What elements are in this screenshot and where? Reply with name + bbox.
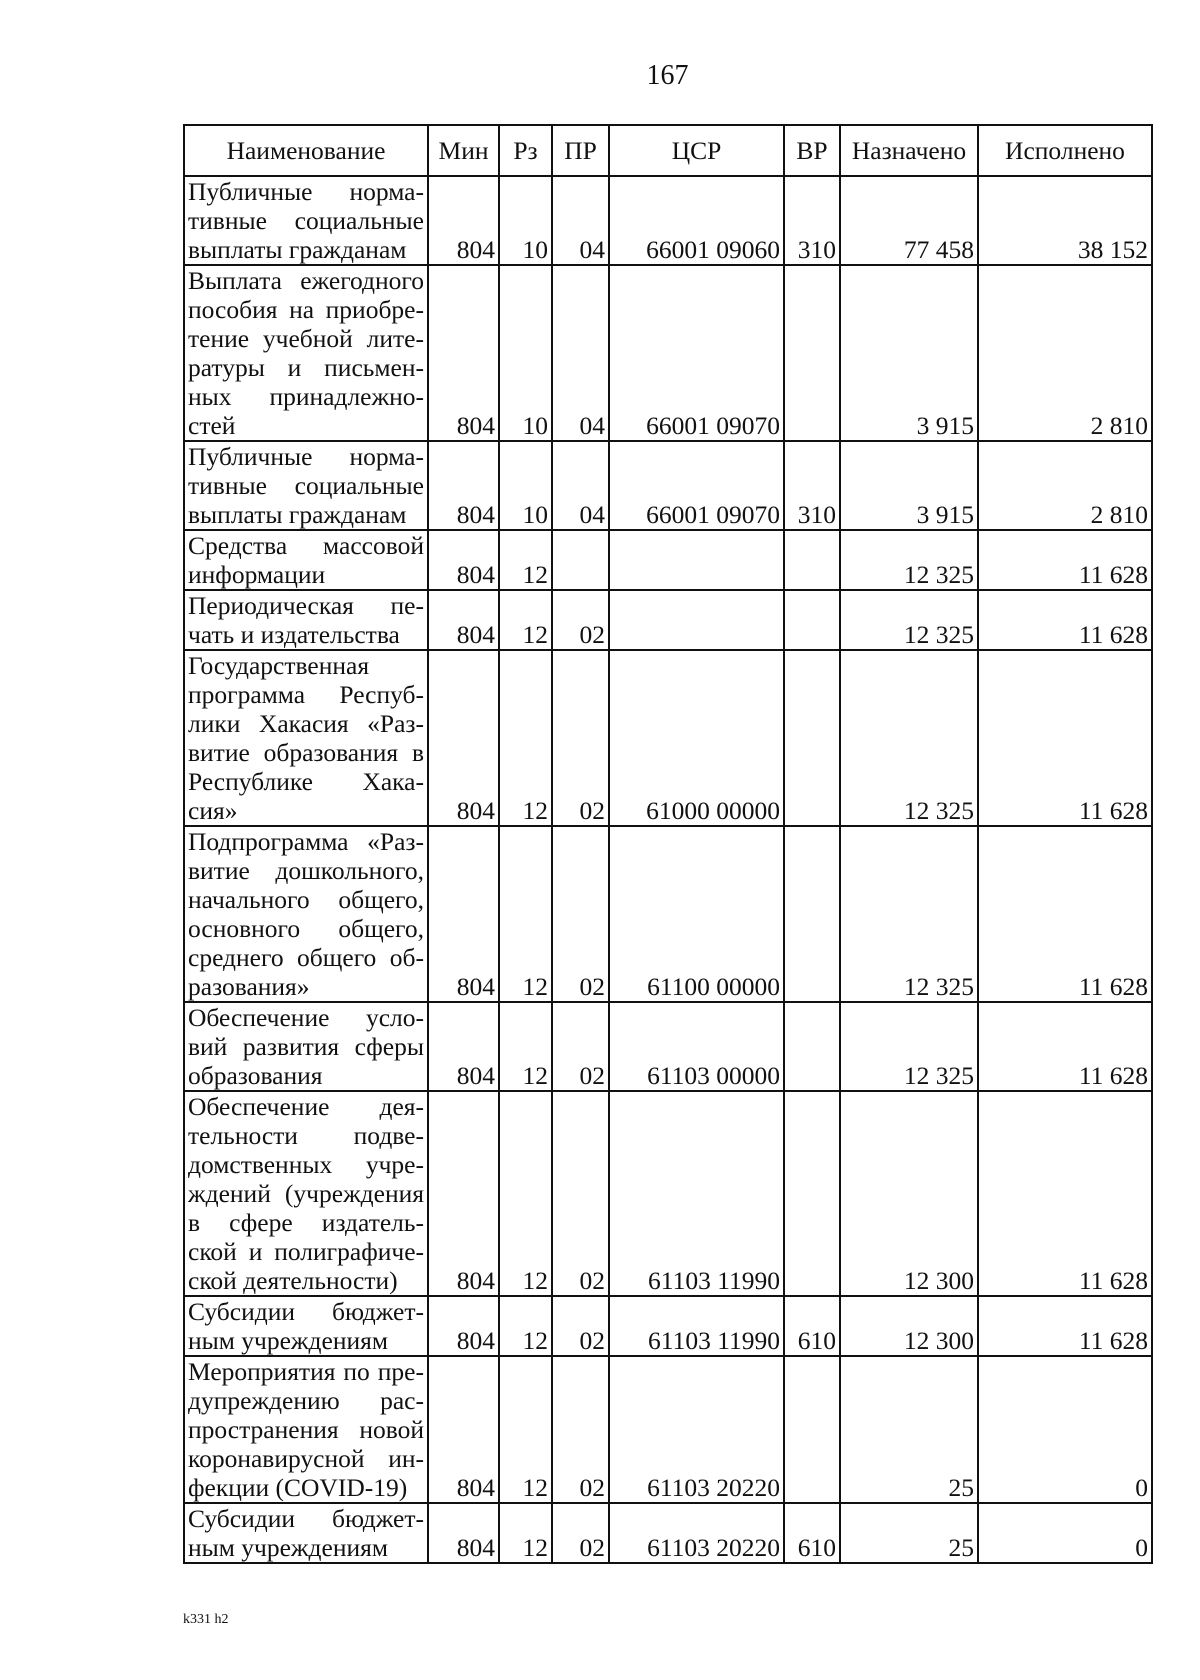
column-header-pr: ПР [552, 125, 609, 176]
cell-rz: 10 [499, 265, 552, 441]
cell-name: Периодическая пе-чать и издательства [184, 590, 428, 650]
cell-name: Выплата ежегодного пособия на приобре-тение учебной лите-ратуры и письмен-ных принадлежно-стей [184, 265, 428, 441]
cell-min: 804 [428, 1503, 499, 1563]
cell-rz: 12 [499, 530, 552, 590]
cell-assigned: 77 458 [840, 176, 978, 265]
column-header-vr: ВР [784, 125, 840, 176]
cell-assigned: 25 [840, 1503, 978, 1563]
table-row [184, 1503, 1152, 1563]
cell-min: 804 [428, 826, 499, 1002]
table-row [184, 176, 1152, 265]
cell-executed: 11 628 [978, 826, 1152, 1002]
cell-executed: 11 628 [978, 530, 1152, 590]
column-header-assigned: Назначено [840, 125, 978, 176]
cell-pr: 02 [552, 1356, 609, 1503]
cell-min: 804 [428, 265, 499, 441]
cell-name: Средства массовой информации [184, 530, 428, 590]
cell-executed: 2 810 [978, 441, 1152, 530]
cell-pr: 02 [552, 1091, 609, 1296]
cell-vr [784, 650, 840, 826]
cell-name: Мероприятия по пре-дупреждению рас-пространения новой коронавирусной ин-фекции (COVID-19) [184, 1356, 428, 1503]
cell-executed: 11 628 [978, 1296, 1152, 1356]
cell-vr [784, 826, 840, 1002]
cell-min: 804 [428, 650, 499, 826]
cell-executed: 11 628 [978, 650, 1152, 826]
cell-pr: 02 [552, 826, 609, 1002]
cell-pr: 02 [552, 590, 609, 650]
cell-vr [784, 1002, 840, 1091]
cell-pr: 04 [552, 265, 609, 441]
cell-vr [784, 530, 840, 590]
cell-rz: 12 [499, 1296, 552, 1356]
cell-min: 804 [428, 1091, 499, 1296]
cell-name: Государственная программа Респуб-лики Хакасия «Раз-витие образования в Республике Хака-сия» [184, 650, 428, 826]
cell-csr: 66001 09070 [609, 441, 784, 530]
column-header-min: Мин [428, 125, 499, 176]
cell-rz: 12 [499, 826, 552, 1002]
cell-vr [784, 1091, 840, 1296]
cell-csr: 66001 09070 [609, 265, 784, 441]
cell-name: Публичные норма-тивные социальные выплаты гражданам [184, 176, 428, 265]
table-row [184, 530, 1152, 590]
cell-pr: 04 [552, 176, 609, 265]
cell-executed: 2 810 [978, 265, 1152, 441]
cell-assigned: 12 325 [840, 650, 978, 826]
cell-csr [609, 530, 784, 590]
cell-rz: 12 [499, 1356, 552, 1503]
cell-csr: 61103 20220 [609, 1356, 784, 1503]
table-row [184, 1296, 1152, 1356]
cell-name: Обеспечение усло-вий развития сферы образования [184, 1002, 428, 1091]
cell-pr [552, 530, 609, 590]
cell-csr: 61103 11990 [609, 1091, 784, 1296]
cell-executed: 11 628 [978, 1002, 1152, 1091]
column-header-name: Наименование [184, 125, 428, 176]
cell-csr [609, 590, 784, 650]
cell-assigned: 12 325 [840, 530, 978, 590]
cell-csr: 61103 11990 [609, 1296, 784, 1356]
table-row [184, 826, 1152, 1002]
footer-code: k331 h2 [183, 1612, 229, 1627]
cell-assigned: 3 915 [840, 441, 978, 530]
cell-executed: 38 152 [978, 176, 1152, 265]
cell-pr: 02 [552, 1002, 609, 1091]
cell-rz: 12 [499, 1503, 552, 1563]
table-row [184, 1002, 1152, 1091]
table-row [184, 1356, 1152, 1503]
cell-rz: 12 [499, 1091, 552, 1296]
cell-assigned: 12 325 [840, 1002, 978, 1091]
cell-pr: 04 [552, 441, 609, 530]
column-header-rz: Рз [499, 125, 552, 176]
table-row [184, 441, 1152, 530]
cell-vr: 610 [784, 1296, 840, 1356]
cell-name: Субсидии бюджет-ным учреждениям [184, 1503, 428, 1563]
column-header-csr: ЦСР [609, 125, 784, 176]
table-row [184, 1091, 1152, 1296]
cell-min: 804 [428, 1296, 499, 1356]
cell-csr: 61100 00000 [609, 826, 784, 1002]
cell-rz: 12 [499, 1002, 552, 1091]
cell-rz: 10 [499, 441, 552, 530]
cell-assigned: 12 300 [840, 1091, 978, 1296]
cell-pr: 02 [552, 650, 609, 826]
cell-pr: 02 [552, 1503, 609, 1563]
cell-vr: 310 [784, 176, 840, 265]
cell-vr [784, 1356, 840, 1503]
budget-table [183, 124, 1153, 1564]
cell-executed: 0 [978, 1503, 1152, 1563]
cell-csr: 66001 09060 [609, 176, 784, 265]
cell-min: 804 [428, 441, 499, 530]
cell-name: Публичные норма-тивные социальные выплаты гражданам [184, 441, 428, 530]
cell-min: 804 [428, 530, 499, 590]
cell-rz: 10 [499, 176, 552, 265]
cell-assigned: 12 325 [840, 826, 978, 1002]
cell-min: 804 [428, 1356, 499, 1503]
table-row [184, 265, 1152, 441]
cell-rz: 12 [499, 590, 552, 650]
cell-min: 804 [428, 590, 499, 650]
cell-executed: 11 628 [978, 1091, 1152, 1296]
cell-rz: 12 [499, 650, 552, 826]
cell-vr: 310 [784, 441, 840, 530]
cell-csr: 61000 00000 [609, 650, 784, 826]
cell-min: 804 [428, 1002, 499, 1091]
cell-assigned: 12 325 [840, 590, 978, 650]
cell-name: Обеспечение дея-тельности подве-домственных учре-ждений (учреждения в сфере издатель-ской и полиграфиче-ской деятельности) [184, 1091, 428, 1296]
cell-executed: 0 [978, 1356, 1152, 1503]
cell-assigned: 25 [840, 1356, 978, 1503]
cell-vr: 610 [784, 1503, 840, 1563]
cell-name: Субсидии бюджет-ным учреждениям [184, 1296, 428, 1356]
cell-vr [784, 590, 840, 650]
page-number: 167 [646, 60, 689, 91]
cell-name: Подпрограмма «Раз-витие дошкольного, начального общего, основного общего, среднего общего об-разования» [184, 826, 428, 1002]
table-row [184, 650, 1152, 826]
cell-assigned: 12 300 [840, 1296, 978, 1356]
cell-assigned: 3 915 [840, 265, 978, 441]
table-row [184, 590, 1152, 650]
cell-min: 804 [428, 176, 499, 265]
cell-pr: 02 [552, 1296, 609, 1356]
cell-executed: 11 628 [978, 590, 1152, 650]
cell-csr: 61103 20220 [609, 1503, 784, 1563]
table-header-row [184, 125, 1152, 176]
column-header-executed: Исполнено [978, 125, 1152, 176]
cell-vr [784, 265, 840, 441]
cell-csr: 61103 00000 [609, 1002, 784, 1091]
